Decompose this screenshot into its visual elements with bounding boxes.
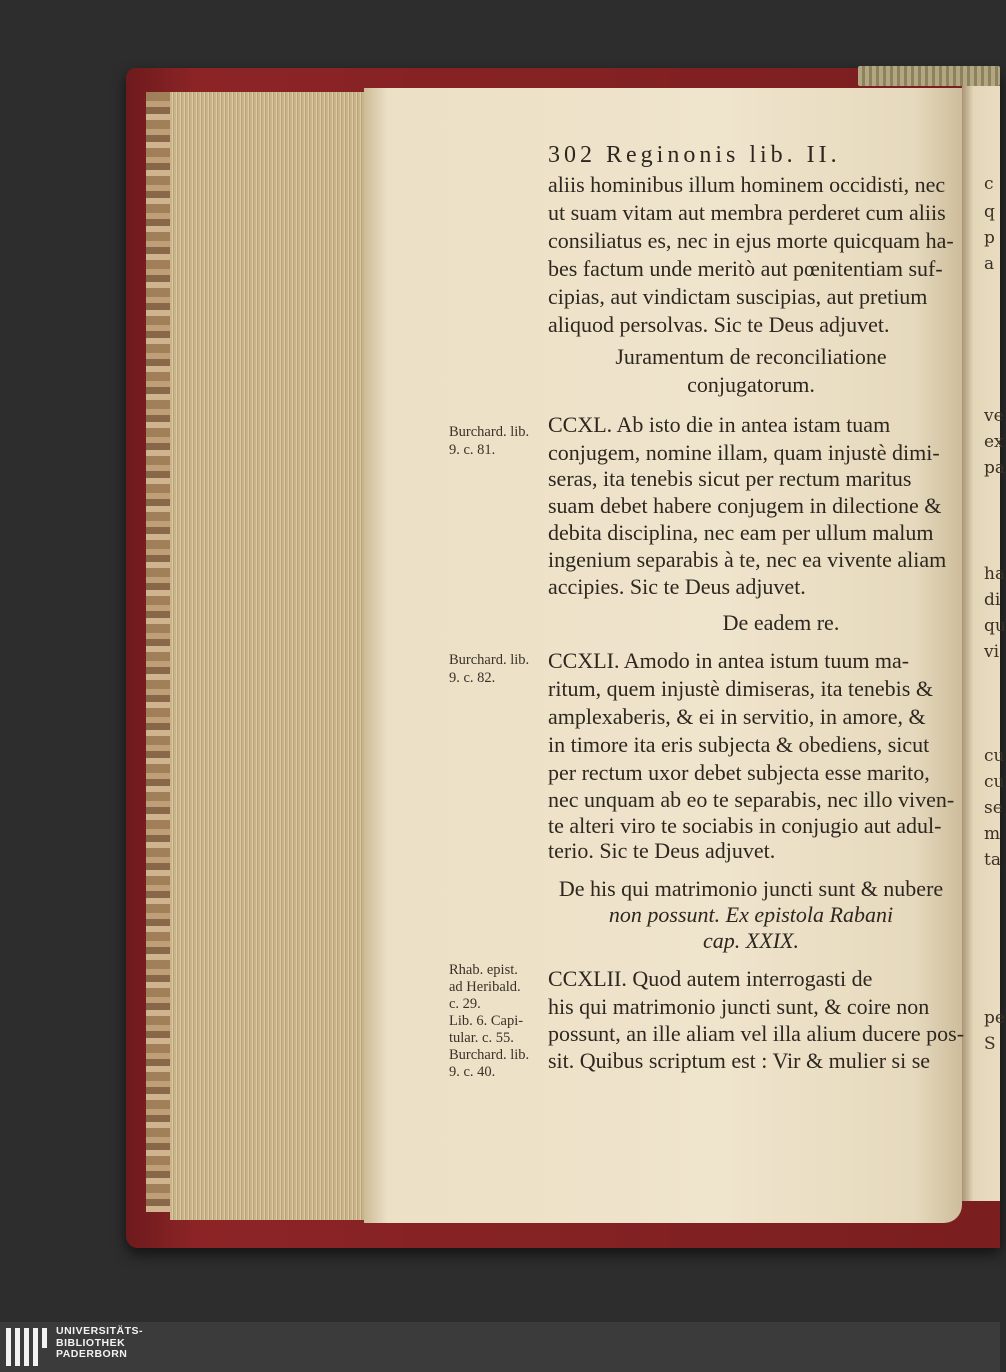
margin-note: Lib. 6. Capi- bbox=[449, 1013, 524, 1029]
text-line: aliis hominibus illum hominem occidisti, nec bbox=[548, 172, 946, 197]
section-heading: Juramentum de reconciliatione bbox=[615, 344, 887, 369]
library-logo-icon bbox=[6, 1328, 50, 1366]
text-line: possunt, an ille aliam vel illa alium ducere pos- bbox=[548, 1021, 965, 1046]
margin-note: 9. c. 40. bbox=[449, 1064, 496, 1080]
text-line: ingenium separabis à te, nec ea vivente aliam bbox=[548, 547, 947, 572]
facing-fragment: ex bbox=[984, 432, 1004, 452]
section-heading: cap. XXIX. bbox=[703, 928, 799, 953]
margin-note: Rhab. epist. bbox=[449, 962, 518, 978]
text-line: ritum, quem injustè dimiseras, ita tenebis & bbox=[548, 676, 933, 701]
text-line: amplexaberis, & ei in servitio, in amore, & bbox=[548, 704, 926, 729]
marbled-edge bbox=[146, 92, 170, 1212]
text-line: te alteri viro te sociabis in conjugio aut adul- bbox=[548, 813, 942, 838]
text-line: CCXL. Ab isto die in antea istam tuam bbox=[548, 412, 891, 437]
facing-fragment: a bbox=[984, 254, 995, 274]
bookmark-ribbon bbox=[858, 66, 1000, 86]
text-line: aliquod persolvas. Sic te Deus adjuvet. bbox=[548, 312, 890, 337]
section-heading: De eadem re. bbox=[722, 610, 840, 635]
margin-note: 9. c. 81. bbox=[449, 442, 496, 458]
text-line: cipias, aut vindictam suscipias, aut pretium bbox=[548, 284, 928, 309]
section-heading: conjugatorum. bbox=[687, 372, 815, 397]
text-line: suam debet habere conjugem in dilectione & bbox=[548, 493, 942, 518]
facing-fragment: p bbox=[984, 228, 995, 248]
facing-fragment: pa bbox=[984, 458, 1006, 478]
text-line: bes factum unde meritò aut pœnitentiam suf- bbox=[548, 256, 943, 281]
facing-fragment: q bbox=[984, 202, 995, 222]
text-line: accipies. Sic te Deus adjuvet. bbox=[548, 574, 806, 599]
text-line: conjugem, nomine illam, quam injustè dimi- bbox=[548, 440, 940, 465]
footer-bar bbox=[0, 1322, 1000, 1372]
page-stack bbox=[170, 92, 367, 1220]
text-line: CCXLII. Quod autem interrogasti de bbox=[548, 966, 873, 991]
facing-fragment: m bbox=[984, 824, 1001, 844]
facing-fragment: cu bbox=[984, 772, 1005, 792]
facing-fragment: S bbox=[984, 1034, 996, 1054]
text-line: ut suam vitam aut membra perderet cum aliis bbox=[548, 200, 946, 225]
text-line: CCXLI. Amodo in antea istum tuum ma- bbox=[548, 648, 910, 673]
text-line: seras, ita tenebis sicut per rectum maritus bbox=[548, 466, 912, 491]
margin-note: tular. c. 55. bbox=[449, 1030, 514, 1046]
section-heading: non possunt. Ex epistola Rabani bbox=[608, 902, 894, 927]
text-line: terio. Sic te Deus adjuvet. bbox=[548, 838, 776, 863]
facing-fragment: se bbox=[984, 798, 1003, 818]
facing-fragment: ha bbox=[984, 564, 1006, 584]
margin-note: Burchard. lib. bbox=[449, 652, 530, 668]
text-line: sit. Quibus scriptum est : Vir & mulier si se bbox=[548, 1048, 931, 1073]
facing-fragment: ta bbox=[984, 850, 1001, 870]
margin-note: Burchard. lib. bbox=[449, 424, 530, 440]
text-line: his qui matrimonio juncti sunt, & coire non bbox=[548, 994, 930, 1019]
facing-page-edge bbox=[962, 86, 1006, 1201]
text-line: consiliatus es, nec in ejus morte quicquam ha- bbox=[548, 228, 954, 253]
margin-note: 9. c. 82. bbox=[449, 670, 496, 686]
text-line: per rectum uxor debet subjecta esse marito, bbox=[548, 760, 930, 785]
margin-note: Burchard. lib. bbox=[449, 1047, 530, 1063]
facing-fragment: c bbox=[984, 174, 994, 194]
facing-fragment: di bbox=[984, 590, 1001, 610]
facing-fragment: vi bbox=[984, 642, 1000, 662]
margin-note: c. 29. bbox=[449, 996, 481, 1012]
facing-fragment: cu bbox=[984, 746, 1005, 766]
text-line: debita disciplina, nec eam per ullum malum bbox=[548, 520, 934, 545]
library-name: UNIVERSITÄTS- BIBLIOTHEK PADERBORN bbox=[56, 1325, 144, 1360]
margin-note: ad Heribald. bbox=[449, 979, 521, 995]
running-head: 302 Reginonis lib. II. bbox=[548, 142, 841, 168]
text-line: in timore ita eris subjecta & obediens, sicut bbox=[548, 732, 930, 757]
facing-fragment: qu bbox=[984, 616, 1006, 636]
facing-fragment: ve bbox=[984, 406, 1004, 426]
facing-fragment: pe bbox=[984, 1008, 1005, 1028]
section-heading: De his qui matrimonio juncti sunt & nubere bbox=[558, 876, 944, 901]
text-line: nec unquam ab eo te separabis, nec illo viven- bbox=[548, 787, 955, 812]
